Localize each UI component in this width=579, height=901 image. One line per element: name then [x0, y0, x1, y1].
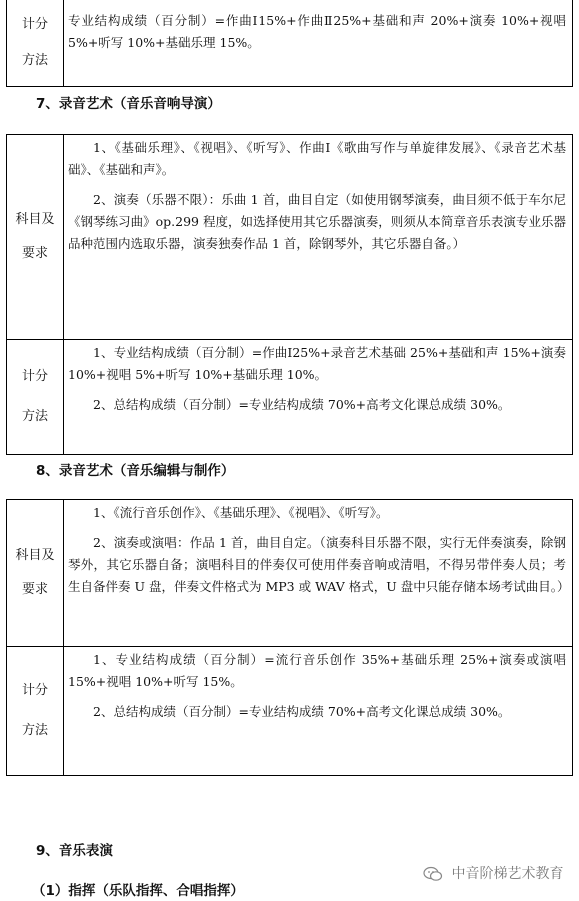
- score-table-top: [6, 0, 573, 87]
- requirement-item-2: 2、演奏或演唱：作品 1 首，曲目自定。（演奏科目乐器不限，实行无伴奏演奏，除钢琴外，其它乐器自备；演唱科目的伴奏仅可使用伴奏音响或清唱，不得另带伴奏人员；考生自备伴奏 U 盘，伴奏文件格式为 MP3 或 WAV 格式，U 盘中只能存储本场考试曲目。）: [68, 535, 570, 594]
- score-item-1: 1、专业结构成绩（百分制）=流行音乐创作 35%+基础乐理 25%+演奏或演唱 15%+视唱 10%+听写 15%。: [68, 652, 566, 689]
- score-cell: [64, 0, 573, 87]
- requirements-cell: [64, 135, 573, 340]
- requirements-cell: [64, 500, 573, 647]
- requirement-item-1: 1、《流行音乐创作》、《基础乐理》、《视唱》、《听写》。: [93, 505, 389, 520]
- requirements-label: 科目及 要求: [7, 500, 64, 647]
- requirement-item-2: 2、演奏（乐器不限）：乐曲 1 首，曲目自定（如使用钢琴演奏，曲目须不低于车尔尼《钢琴练习曲》op.299 程度，如选择使用其它乐器演奏，则须从本简章音乐表演专业乐器品种范围内选取乐器，演奏独奏作品 1 首，除钢琴外，其它乐器自备。）: [68, 192, 566, 251]
- score-item-2: 2、总结构成绩（百分制）=专业结构成绩 70%+高考文化课总成绩 30%。: [93, 704, 511, 719]
- wechat-icon: [423, 866, 451, 882]
- score-label: 计分 方法: [7, 647, 64, 776]
- section-8-heading: 8、录音艺术（音乐编辑与制作）: [36, 463, 235, 479]
- score-cell: [64, 647, 573, 776]
- requirements-label: 科目及 要求: [7, 135, 64, 340]
- section-9-sub-heading: （1）指挥（乐队指挥、合唱指挥）: [32, 883, 244, 899]
- score-label: 计分 方法: [7, 340, 64, 455]
- section-9-heading: 9、音乐表演: [36, 843, 113, 859]
- watermark: [423, 863, 563, 883]
- score-label: 计分 方法: [7, 0, 64, 87]
- section-7-table: [6, 134, 573, 455]
- score-text: 专业结构成绩（百分制）=作曲Ⅰ15%+作曲Ⅱ25%+基础和声 20%+演奏 10%+视唱 5%+听写 10%+基础乐理 15%。: [68, 13, 566, 50]
- score-item-1: 1、专业结构成绩（百分制）=作曲Ⅰ25%+录音艺术基础 25%+基础和声 15%+演奏 10%+视唱 5%+听写 10%+基础乐理 10%。: [68, 345, 566, 382]
- section-8-table: [6, 499, 573, 776]
- score-cell: [64, 340, 573, 455]
- score-item-2: 2、总结构成绩（百分制）=专业结构成绩 70%+高考文化课总成绩 30%。: [93, 397, 511, 412]
- watermark-text: 中音阶梯艺术教育: [451, 866, 564, 882]
- requirement-item-1: 1、《基础乐理》、《视唱》、《听写》、作曲Ⅰ《歌曲写作与单旋律发展》、《录音艺术基础》、《基础和声》。: [68, 140, 566, 177]
- section-7-heading: 7、录音艺术（音乐音响导演）: [36, 96, 221, 112]
